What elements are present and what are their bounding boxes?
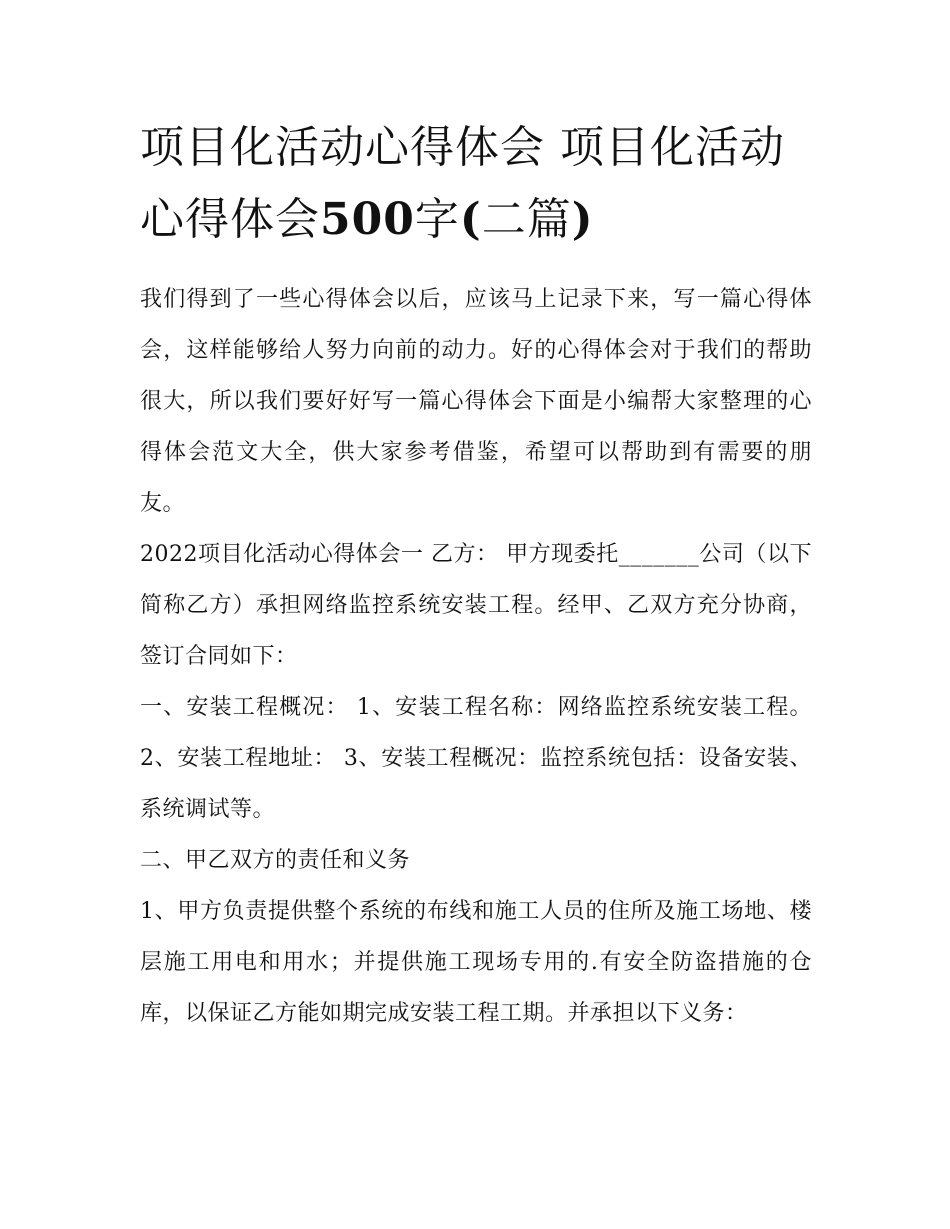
paragraph-contract-intro: 2022项目化活动心得体会一 乙方： 甲方现委托_______公司（以下简称乙方）承担网络监控系统安装工程。经甲、乙双方充分协商，签订合同如下：: [140, 542, 812, 669]
paragraph-project-overview: 一、安装工程概况： 1、安装工程名称：网络监控系统安装工程。 2、安装工程地址： 3、安装工程概况：监控系统包括：设备安装、系统调试等。: [140, 695, 812, 822]
paragraph-party-a-duties: 1、甲方负责提供整个系统的布线和施工人员的住所及施工场地、楼层施工用电和用水；并提供施工现场专用的.有安全防盗措施的仓库，以保证乙方能如期完成安装工程工期。并承担以下义务：: [140, 899, 812, 1026]
paragraph-intro: 我们得到了一些心得体会以后，应该马上记录下来，写一篇心得体会，这样能够给人努力向前的动力。好的心得体会对于我们的帮助很大，所以我们要好好写一篇心得体会下面是小编帮大家整理的心得体会范文大全，供大家参考借鉴，希望可以帮助到有需要的朋友。: [140, 287, 812, 516]
document-page: [140, 112, 812, 1039]
document-title: 项目化活动心得体会 项目化活动心得体会500字(二篇): [140, 122, 785, 245]
paragraph-section-heading: 二、甲乙双方的责任和义务: [140, 848, 411, 873]
